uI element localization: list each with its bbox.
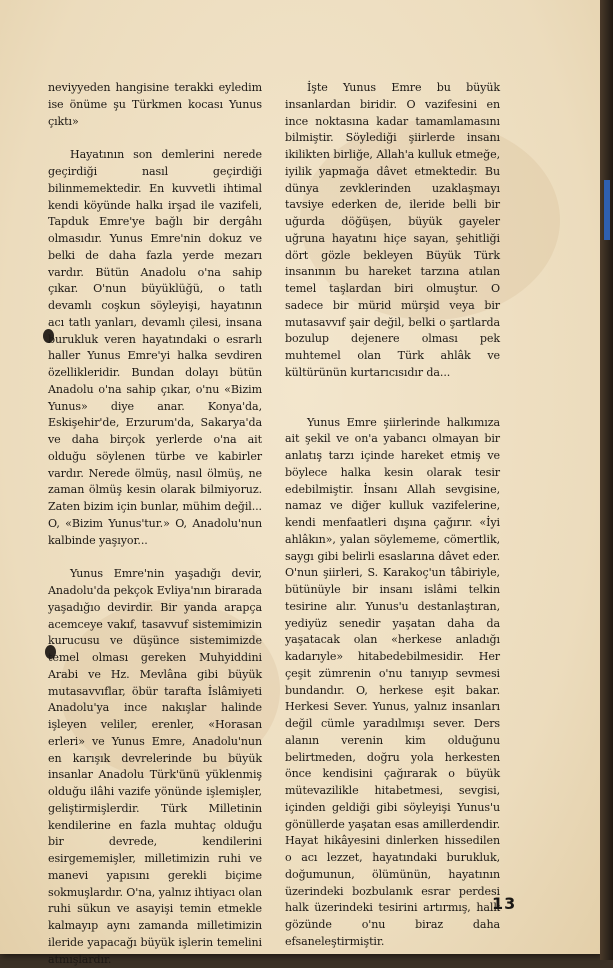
paragraph: Hayatının son demlerini nerede geçirdiği nasıl geçirdiği bilinmemektedir. En kuvvetli ihtimal kendi köyünde halkı irşad ile vazifeli, Tapduk Emre'ye bağlı bir dergâhı olmasıdır. Yunus Emre'nin dokuz ve belki de daha fazla yerde mezarı vardır. Bütün Anadolu o'na sahip çıkar. O'nun büyüklüğü, o tatlı devamlı coşkun söyleyişi, hayatının acı tatlı yanları, devamlı çilesi, insana burukluk veren hayatındaki o esrarlı haller Yunus Emre'yi halka sevdiren özellikleridir. Bundan dolayı bütün Anadolu o'na sahip çıkar, o'nu «Bizim Yunus» diye anar. Konya'da, Eskişehir'de, Erzurum'da, Sakarya'da ve daha birçok yerlerde o'na ait olduğu söylenen türbe ve kabirler vardır. Nerede ölmüş, nasıl ölmüş, ne zaman ölmüş kesin olarak bilmiyoruz. Zaten bizim için bunlar, mühim değil... O, «Bizim Yunus'tur.» O, Anadolu'nun kalbinde yaşıyor...: [48, 148, 262, 547]
paragraph: İşte Yunus Emre bu büyük insanlardan biridir. O vazifesini en ince noktasına kadar tamamlamasını bilmiştir. Söylediği şiirlerde insanı ikilikten birliğe, Allah'a kulluk etmeğe, iyilik yapmağa dâvet etmektedir. Bu dünya zevklerinden uzaklaşmayı tavsiye ederken de, ileride belli bir uğurda döğüşen, büyük gayeler uğruna hayatını hiçe sayan, şehitliği dört gözle bekleyen Büyük Türk insanının bu hareket tarzına atılan temel taşlardan biri olmuştur. O sadece bir mürid mürşid veya bir mutasavvıf şair değil, belki o şartlarda bozulup dejenere olması pek muhtemel olan Türk ahlâk ve kültürünün kurtarıcısıdır da...: [285, 81, 500, 379]
paragraph: Yunus Emre'nin yaşadığı devir, Anadolu'da pekçok Evliya'nın birarada yaşadığıo devirdir. Bir yanda arapça acemceye vakıf, tasavvuf sistemimizin kurucusu ve düşünce sistemimizde temel olması gereken Muhyiddini Arabi ve Hz. Mevlâna gibi büyük mutasavvıflar, öbür tarafta İslâmiyeti Anadolu'ya ince nakışlar halinde işleyen veliler, erenler, «Horasan erleri» ve Yunus Emre, Anadolu'nun en karışık devrelerinde bu büyük insanlar Anadolu Türk'ünü yüklenmiş olduğu ilâhi vazife yönünde işlemişler, geliştirmişlerdir. Türk Milletinin kendilerine en fazla muhtaç olduğu bir devrede, kendilerini esirgememişler, milletimizin ruhi ve manevi yapısını gerekli biçime sokmuşlardır. O'na, yalnız ihtiyacı olan ruhi sükun ve asayişi temin etmekle kalmayıp aynı zamanda milletimizin ileride yapacağı büyük işlerin temelini atmışlardır.: [48, 567, 263, 966]
page-number: 13: [492, 894, 517, 913]
right-column: [285, 80, 500, 951]
background-edge: [600, 0, 613, 960]
paragraph: Yunus Emre şiirlerinde halkımıza ait şekil ve on'a yabancı olmayan bir anlatış tarzı içinde hareket etmiş ve böylece halka kesin olarak tesir edebilmiştir. İnsanı Allah sevgisine, namaz ve diğer kulluk vazifelerine, kendi menfaatleri dışına çağırır. «İyi ahlâkın», yalan söylememe, cömertlik, saygı gibi belirli esaslarına dâvet eder. O'nun şiirleri, S. Karakoç'un tâbiriyle, bütünüyle bir insanı islâmi telkin tesirine alır. Yunus'u destanlaştıran, yediyüz senedir yaşatan daha da yaşatacak olan «herkese anladığı kadarıyle» hitabedebilmesidir. Her çeşit zümrenin o'nu tanıyıp sevmesi bundandır. O, herkese eşit bakar. Herkesi Sever. Yunus, yalnız insanları değil cümle yaradılmışı sever. Ders alanın verenin kim olduğunu belirtmeden, doğru yola herkesten önce kendisini çağırarak o büyük mütevazilikle hitabetmesi, sevgisi, içinden geldiği gibi söyleyişi Yunus'u gönüllerde yaşatan esas amillerdendir. Hayat hikâyesini dinlerken hissedilen o acı lezzet, hayatındaki burukluk, doğumunun, ölümünün, hayatının üzerindeki bozbulanık esrar perdesi halk üzerindeki tesirini artırmış, halk gözünde o'nu biraz daha efsaneleştirmiştir.: [285, 415, 500, 948]
blue-edge-mark: [604, 180, 610, 240]
left-column: [48, 80, 262, 968]
paragraph: neviyyeden hangisine terakki eyledim ise önüme şu Türkmen kocası Yunus çıktı»: [48, 81, 262, 128]
